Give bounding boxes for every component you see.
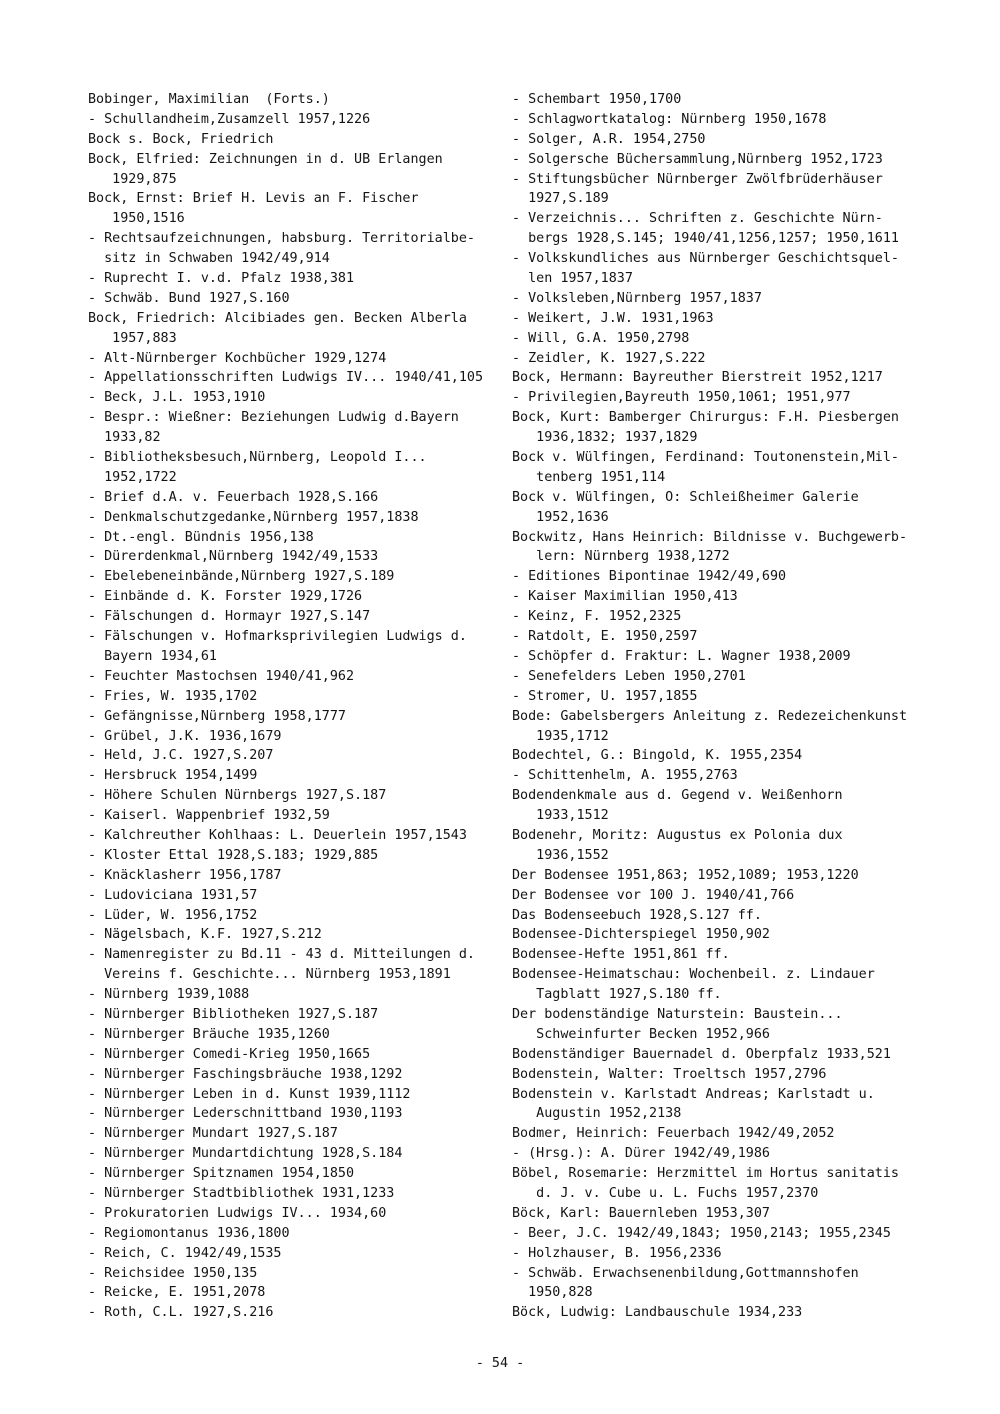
index-entry-line: - Beer, J.C. 1942/49,1843; 1950,2143; 1955,2345 <box>512 1225 891 1241</box>
index-entry-line: d. J. v. Cube u. L. Fuchs 1957,2370 <box>512 1185 819 1201</box>
index-entry-line: - Fälschungen d. Hormayr 1927,S.147 <box>88 609 371 625</box>
index-entry-line: Bock, Ernst: Brief H. Levis an F. Fischer <box>88 191 419 207</box>
index-entry-line: - Stromer, U. 1957,1855 <box>512 688 698 704</box>
index-entry-line: Bobinger, Maximilian (Forts.) <box>88 92 330 107</box>
index-entry-line: Bock, Friedrich: Alcibiades gen. Becken Alberla <box>88 310 467 326</box>
index-entry-line: - Zeidler, K. 1927,S.222 <box>512 350 706 366</box>
index-entry-line: - Kloster Ettal 1928,S.183; 1929,885 <box>88 847 379 863</box>
index-entry-line: - Verzeichnis... Schriften z. Geschichte Nürn- <box>512 211 883 227</box>
index-entry-line: 1933,1512 <box>512 808 609 824</box>
index-entry-line: - Namenregister zu Bd.11 - 43 d. Mitteilungen d. <box>88 947 475 963</box>
index-entry-line: 1936,1552 <box>512 847 609 863</box>
index-entry-line: - Reicke, E. 1951,2078 <box>88 1285 266 1301</box>
index-entry-line: - Nürnberger Faschingsbräuche 1938,1292 <box>88 1066 403 1082</box>
index-entry-line: Bodenständiger Bauernadel d. Oberpfalz 1933,521 <box>512 1046 891 1062</box>
index-entry-line: - Beck, J.L. 1953,1910 <box>88 390 266 406</box>
index-entry-line: - Kaiserl. Wappenbrief 1932,59 <box>88 808 330 824</box>
index-entry-line: 1952,1722 <box>88 469 177 485</box>
index-entry-line: 1950,1516 <box>88 211 185 227</box>
index-entry-line: - Alt-Nürnberger Kochbücher 1929,1274 <box>88 350 387 366</box>
index-entry-line: - Holzhauser, B. 1956,2336 <box>512 1245 722 1261</box>
index-entry-line: - Fälschungen v. Hofmarksprivilegien Ludwigs d. <box>88 629 467 645</box>
index-entry-line: bergs 1928,S.145; 1940/41,1256,1257; 1950,1611 <box>512 231 899 247</box>
left-column <box>88 90 488 1323</box>
index-entry-line: 1933,82 <box>88 430 161 446</box>
index-entry-line: - Einbände d. K. Forster 1929,1726 <box>88 589 363 605</box>
index-entry-line: - Dürerdenkmal,Nürnberg 1942/49,1533 <box>88 549 379 565</box>
index-entry-line: Bock, Kurt: Bamberger Chirurgus: F.H. Piesbergen <box>512 410 899 426</box>
index-entry-line: Böck, Ludwig: Landbauschule 1934,233 <box>512 1305 803 1321</box>
index-entry-line: Bock v. Wülfingen, Ferdinand: Toutonenstein,Mil- <box>512 450 899 466</box>
index-entry-line: - Schöpfer d. Fraktur: L. Wagner 1938,2009 <box>512 648 851 664</box>
index-entry-line: - Nürnberger Comedi-Krieg 1950,1665 <box>88 1046 371 1062</box>
index-entry-line: - Volksleben,Nürnberg 1957,1837 <box>512 290 762 306</box>
index-entry-line: 1927,S.189 <box>512 191 609 207</box>
index-entry-line: - Feuchter Mastochsen 1940/41,962 <box>88 668 355 684</box>
index-entry-line: - Gefängnisse,Nürnberg 1958,1777 <box>88 708 346 724</box>
index-entry-line: - (Hrsg.): A. Dürer 1942/49,1986 <box>512 1146 770 1162</box>
index-entry-line: Der Bodensee vor 100 J. 1940/41,766 <box>512 887 795 903</box>
index-entry-line: - Reichsidee 1950,135 <box>88 1265 258 1281</box>
index-entry-line: Bodechtel, G.: Bingold, K. 1955,2354 <box>512 748 803 764</box>
index-entry-line: sitz in Schwaben 1942/49,914 <box>88 251 330 267</box>
index-entry-line: - Ebelebeneinbände,Nürnberg 1927,S.189 <box>88 569 395 585</box>
index-entry-line: - Nürnberger Lederschnittband 1930,1193 <box>88 1106 403 1122</box>
index-entry-line: - Roth, C.L. 1927,S.216 <box>88 1305 274 1321</box>
index-entry-line: - Keinz, F. 1952,2325 <box>512 609 682 625</box>
index-entry-line: - Höhere Schulen Nürnbergs 1927,S.187 <box>88 788 387 804</box>
index-entry-line: Das Bodenseebuch 1928,S.127 ff. <box>512 907 762 923</box>
index-entry-line: - Schittenhelm, A. 1955,2763 <box>512 768 738 784</box>
index-entry-line: - Held, J.C. 1927,S.207 <box>88 748 274 764</box>
index-entry-line: Bayern 1934,61 <box>88 648 217 664</box>
index-entry-line: - Knäcklasherr 1956,1787 <box>88 867 282 883</box>
index-entry-line: len 1957,1837 <box>512 271 633 287</box>
index-entry-line: - Nürnberger Bräuche 1935,1260 <box>88 1026 330 1042</box>
index-entry-line: Bodenstein v. Karlstadt Andreas; Karlstadt u. <box>512 1086 875 1102</box>
index-entry-line: 1952,1636 <box>512 509 609 525</box>
index-entry-line: - Will, G.A. 1950,2798 <box>512 330 690 346</box>
index-entry-line: - Weikert, J.W. 1931,1963 <box>512 310 714 326</box>
index-entry-line: - Nürnberg 1939,1088 <box>88 987 250 1003</box>
index-entry-line: Der bodenständige Naturstein: Baustein... <box>512 1006 843 1022</box>
index-entry-line: - Nürnberger Mundart 1927,S.187 <box>88 1126 338 1142</box>
index-entry-line: 1950,828 <box>512 1285 593 1301</box>
index-entry-line: - Schullandheim,Zusamzell 1957,1226 <box>88 111 371 127</box>
index-entry-line: - Volkskundliches aus Nürnberger Geschichtsquel- <box>512 251 899 267</box>
index-entry-line: - Nürnberger Spitznamen 1954,1850 <box>88 1166 355 1182</box>
index-entry-line: - Schwäb. Bund 1927,S.160 <box>88 290 290 306</box>
index-entry-line: - Nürnberger Stadtbibliothek 1931,1233 <box>88 1185 395 1201</box>
index-entry-line: Bodensee-Hefte 1951,861 ff. <box>512 947 730 963</box>
index-entry-line: - Schlagwortkatalog: Nürnberg 1950,1678 <box>512 111 827 127</box>
index-entry-line: Bodmer, Heinrich: Feuerbach 1942/49,2052 <box>512 1126 835 1142</box>
index-entry-line: - Editiones Bipontinae 1942/49,690 <box>512 569 787 585</box>
index-entry-line: Böbel, Rosemarie: Herzmittel im Hortus sanitatis <box>512 1166 899 1182</box>
index-entry-line: Der Bodensee 1951,863; 1952,1089; 1953,1220 <box>512 867 859 883</box>
page-number: - 54 - <box>475 1356 525 1371</box>
index-entry-line: - Nürnberger Leben in d. Kunst 1939,1112 <box>88 1086 411 1102</box>
index-entry-line: - Dt.-engl. Bündnis 1956,138 <box>88 529 314 545</box>
index-entry-line: - Regiomontanus 1936,1800 <box>88 1225 290 1241</box>
index-entry-line: - Bespr.: Wießner: Beziehungen Ludwig d.Bayern <box>88 410 459 426</box>
index-entry-line: Bodenstein, Walter: Troeltsch 1957,2796 <box>512 1066 827 1082</box>
index-entry-line: Bodensee-Heimatschau: Wochenbeil. z. Lindauer <box>512 967 875 983</box>
index-entry-line: - Appellationsschriften Ludwigs IV... 1940/41,105 <box>88 370 484 386</box>
index-entry-line: 1957,883 <box>88 330 177 346</box>
index-entry-line: - Nürnberger Bibliotheken 1927,S.187 <box>88 1006 379 1022</box>
index-entry-line: Bode: Gabelsbergers Anleitung z. Redezeichenkunst <box>512 708 908 724</box>
index-entry-line: - Nägelsbach, K.F. 1927,S.212 <box>88 927 322 943</box>
index-entry-line: - Prokuratorien Ludwigs IV... 1934,60 <box>88 1205 387 1221</box>
index-entry-line: - Denkmalschutzgedanke,Nürnberg 1957,1838 <box>88 509 419 525</box>
index-entry-line: 1929,875 <box>88 171 177 187</box>
index-entry-line: - Ruprecht I. v.d. Pfalz 1938,381 <box>88 271 355 287</box>
index-entry-line: Bock, Hermann: Bayreuther Bierstreit 1952,1217 <box>512 370 883 386</box>
index-entry-line: - Lüder, W. 1956,1752 <box>88 907 258 923</box>
index-entry-line: - Stiftungsbücher Nürnberger Zwölfbrüderhäuser <box>512 171 883 187</box>
index-entry-line: Bock, Elfried: Zeichnungen in d. UB Erlangen <box>88 151 443 167</box>
index-entry-line: - Reich, C. 1942/49,1535 <box>88 1245 282 1261</box>
index-entry-line: tenberg 1951,114 <box>512 469 666 485</box>
index-entry-line: Bockwitz, Hans Heinrich: Bildnisse v. Buchgewerb- <box>512 529 908 545</box>
index-entry-line: Tagblatt 1927,S.180 ff. <box>512 987 722 1003</box>
index-entry-line: Vereins f. Geschichte... Nürnberg 1953,1891 <box>88 967 451 983</box>
index-entry-line: Böck, Karl: Bauernleben 1953,307 <box>512 1205 770 1221</box>
right-column <box>512 90 932 1323</box>
index-entry-line: - Schembart 1950,1700 <box>512 92 682 107</box>
index-entry-line: - Nürnberger Mundartdichtung 1928,S.184 <box>88 1146 403 1162</box>
index-entry-line: - Ratdolt, E. 1950,2597 <box>512 629 698 645</box>
index-entry-line: - Ludoviciana 1931,57 <box>88 887 258 903</box>
index-entry-line: Bodenehr, Moritz: Augustus ex Polonia dux <box>512 827 843 843</box>
index-entry-line: 1936,1832; 1937,1829 <box>512 430 698 446</box>
index-entry-line: Bodensee-Dichterspiegel 1950,902 <box>512 927 770 943</box>
index-entry-line: - Fries, W. 1935,1702 <box>88 688 258 704</box>
index-entry-line: - Rechtsaufzeichnungen, habsburg. Territorialbe- <box>88 231 475 247</box>
index-entry-line: Augustin 1952,2138 <box>512 1106 682 1122</box>
index-entry-line: - Grübel, J.K. 1936,1679 <box>88 728 282 744</box>
index-entry-line: - Schwäb. Erwachsenenbildung,Gottmannshofen <box>512 1265 859 1281</box>
index-entry-line: Bock s. Bock, Friedrich <box>88 131 274 147</box>
index-entry-line: - Senefelders Leben 1950,2701 <box>512 668 746 684</box>
index-entry-line: 1935,1712 <box>512 728 609 744</box>
index-entry-line: lern: Nürnberg 1938,1272 <box>512 549 730 565</box>
index-entry-line: Bodendenkmale aus d. Gegend v. Weißenhorn <box>512 788 843 804</box>
index-entry-line: - Hersbruck 1954,1499 <box>88 768 258 784</box>
index-entry-line: - Kaiser Maximilian 1950,413 <box>512 589 738 605</box>
index-entry-line: - Solgersche Büchersammlung,Nürnberg 1952,1723 <box>512 151 883 167</box>
index-entry-line: Bock v. Wülfingen, O: Schleißheimer Galerie <box>512 489 859 505</box>
index-entry-line: - Brief d.A. v. Feuerbach 1928,S.166 <box>88 489 379 505</box>
index-entry-line: - Kalchreuther Kohlhaas: L. Deuerlein 1957,1543 <box>88 827 467 843</box>
index-entry-line: - Solger, A.R. 1954,2750 <box>512 131 706 147</box>
index-entry-line: - Bibliotheksbesuch,Nürnberg, Leopold I... <box>88 450 427 466</box>
index-entry-line: Schweinfurter Becken 1952,966 <box>512 1026 770 1042</box>
index-entry-line: - Privilegien,Bayreuth 1950,1061; 1951,977 <box>512 390 851 406</box>
